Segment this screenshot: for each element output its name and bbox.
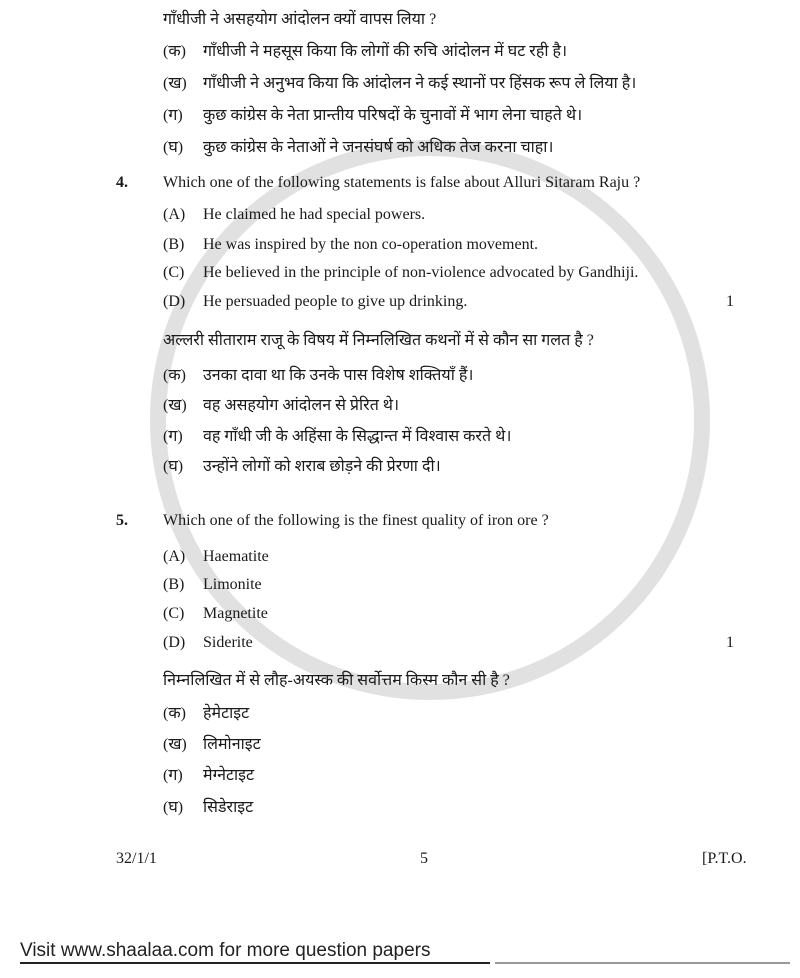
option-label: (ग) [163, 767, 183, 784]
question-number: 5. [116, 512, 128, 529]
option-text: कुछ कांग्रेस के नेता प्रान्तीय परिषदों के चुनावों में भाग लेना चाहते थे। [203, 107, 583, 124]
option-label: (D) [163, 634, 186, 651]
option-text: उनका दावा था कि उनके पास विशेष शक्तियाँ हैं। [203, 367, 474, 384]
option-text: गाँधीजी ने अनुभव किया कि आंदोलन ने कई स्थानों पर हिंसक रूप ले लिया है। [203, 75, 637, 92]
option-label: (क) [163, 367, 186, 384]
option-text: वह असहयोग आंदोलन से प्रेरित थे। [203, 397, 400, 414]
option-label: (A) [163, 548, 186, 565]
option-text: कुछ कांग्रेस के नेताओं ने जनसंघर्ष को अधिक तेज करना चाहा। [203, 139, 554, 156]
option-label: (क) [163, 43, 186, 60]
option-label: (ख) [163, 736, 187, 753]
option-label: (घ) [163, 458, 184, 475]
option-text: Magnetite [203, 605, 268, 622]
option-label: (B) [163, 576, 185, 593]
option-label: (D) [163, 293, 186, 310]
option-label: (घ) [163, 139, 184, 156]
marks: 1 [726, 634, 734, 651]
visit-link[interactable]: Visit www.shaalaa.com for more question papers [20, 940, 490, 964]
option-text: हेमेटाइट [203, 705, 250, 722]
question-number: 4. [116, 174, 128, 191]
option-text: He was inspired by the non co-operation movement. [203, 236, 539, 253]
option-text: Limonite [203, 576, 262, 593]
option-text: He claimed he had special powers. [203, 206, 426, 223]
option-label: (A) [163, 206, 186, 223]
option-text: Haematite [203, 548, 269, 565]
option-text: लिमोनाइट [203, 736, 261, 753]
divider [495, 962, 790, 964]
pto-label: [P.T.O. [702, 850, 747, 867]
paper-code: 32/1/1 [116, 850, 157, 867]
option-text: He persuaded people to give up drinking. [203, 293, 468, 310]
q3-hindi-stem: गाँधीजी ने असहयोग आंदोलन क्यों वापस लिया ? [163, 11, 437, 28]
option-text: Siderite [203, 634, 253, 651]
option-label: (ख) [163, 75, 187, 92]
question-stem: Which one of the following is the finest quality of iron ore ? [163, 512, 549, 529]
option-label: (क) [163, 705, 186, 722]
option-text: गाँधीजी ने महसूस किया कि लोगों की रुचि आंदोलन में घट रही है। [203, 43, 568, 60]
option-text: उन्होंने लोगों को शराब छोड़ने की प्रेरणा दी। [203, 458, 441, 475]
question-stem: Which one of the following statements is false about Alluri Sitaram Raju ? [163, 174, 641, 191]
q4-hindi-stem: अल्लरी सीताराम राजू के विषय में निम्नलिखित कथनों में से कौन सा गलत है ? [163, 332, 594, 349]
option-text: वह गाँधी जी के अहिंसा के सिद्धान्त में विश्वास करते थे। [203, 428, 512, 445]
option-text: मेग्नेटाइट [203, 767, 255, 784]
option-label: (ग) [163, 428, 183, 445]
marks: 1 [726, 293, 734, 310]
option-label: (ख) [163, 397, 187, 414]
page-number: 5 [420, 850, 428, 867]
q5-hindi-stem: निम्नलिखित में से लौह-अयस्क की सर्वोत्तम किस्म कौन सी है ? [163, 672, 510, 689]
option-label: (ग) [163, 107, 183, 124]
option-label: (C) [163, 264, 185, 281]
option-text: He believed in the principle of non-violence advocated by Gandhiji. [203, 264, 639, 281]
option-text: सिडेराइट [203, 799, 254, 816]
option-label: (घ) [163, 799, 184, 816]
option-label: (B) [163, 236, 185, 253]
option-label: (C) [163, 605, 185, 622]
